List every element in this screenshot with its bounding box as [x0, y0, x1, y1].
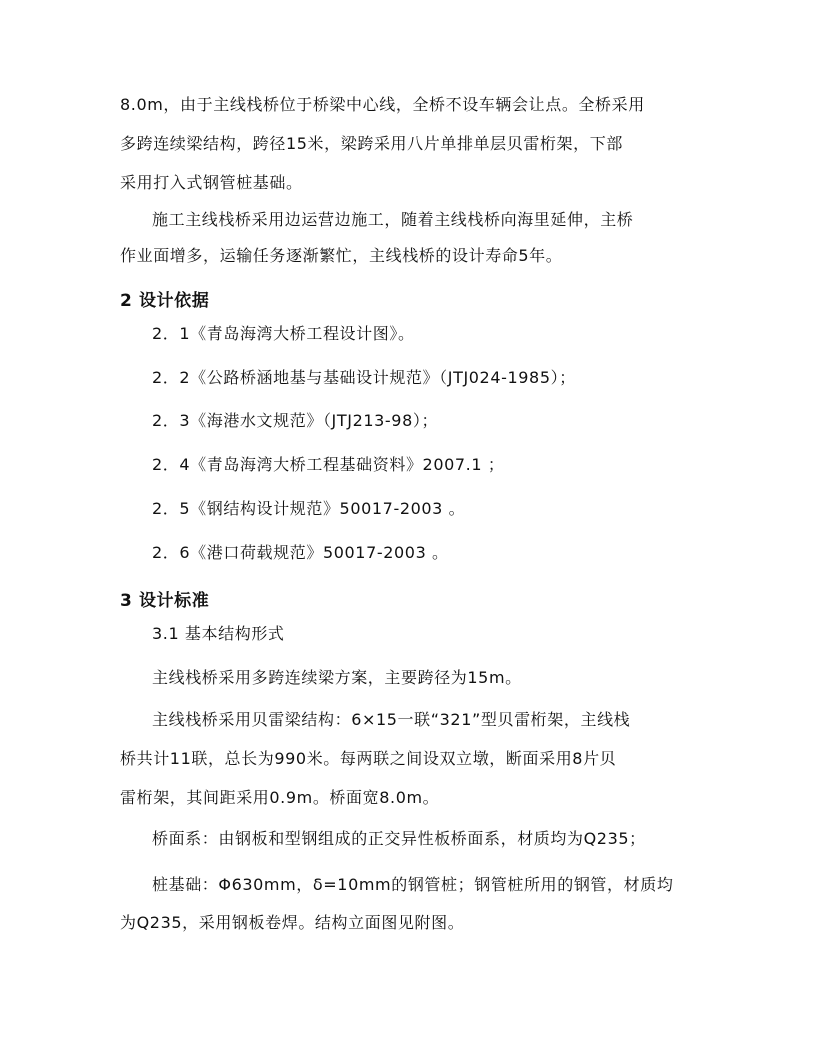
body-line: 采用打入式钢管桩基础。	[120, 173, 303, 192]
reference-item: 2．3《海港水文规范》（JTJ213-98）；	[152, 411, 439, 430]
body-line: 桩基础：Φ630mm，δ=10mm的钢管桩；钢管桩所用的钢管，材质均	[152, 875, 674, 894]
section-heading: 3 设计标准	[120, 591, 210, 611]
body-line: 8.0m，由于主线栈桥位于桥梁中心线，全桥不设车辆会让点。全桥采用	[120, 95, 645, 114]
reference-item: 2．6《港口荷载规范》50017-2003 。	[152, 543, 449, 562]
reference-item: 2．4《青岛海湾大桥工程基础资料》2007.1 ；	[152, 455, 505, 474]
body-line: 施工主线栈桥采用边运营边施工，随着主线栈桥向海里延伸，主桥	[152, 210, 634, 229]
body-line: 为Q235，采用钢板卷焊。结构立面图见附图。	[120, 913, 465, 932]
body-line: 作业面增多，运输任务逐渐繁忙，主线栈桥的设计寿命5年。	[120, 246, 563, 265]
body-line: 主线栈桥采用多跨连续梁方案，主要跨径为15m。	[152, 668, 522, 687]
body-line: 雷桁架，其间距采用0.9m。桥面宽8.0m。	[120, 788, 440, 807]
body-line: 主线栈桥采用贝雷梁结构：6×15一联“321”型贝雷桁架，主线栈	[152, 710, 631, 729]
subsection-heading: 3.1 基本结构形式	[152, 624, 285, 643]
reference-item: 2．2《公路桥涵地基与基础设计规范》（JTJ024-1985）；	[152, 368, 576, 387]
body-line: 桥面系：由钢板和型钢组成的正交异性板桥面系，材质均为Q235；	[152, 829, 646, 848]
section-heading: 2 设计依据	[120, 291, 210, 311]
reference-item: 2．5《钢结构设计规范》50017-2003 。	[152, 499, 466, 518]
reference-item: 2．1《青岛海湾大桥工程设计图》。	[152, 324, 415, 343]
body-line: 桥共计11联，总长为990米。每两联之间设双立墩，断面采用8片贝	[120, 749, 617, 768]
body-line: 多跨连续梁结构，跨径15米，梁跨采用八片单排单层贝雷桁架，下部	[120, 134, 623, 153]
